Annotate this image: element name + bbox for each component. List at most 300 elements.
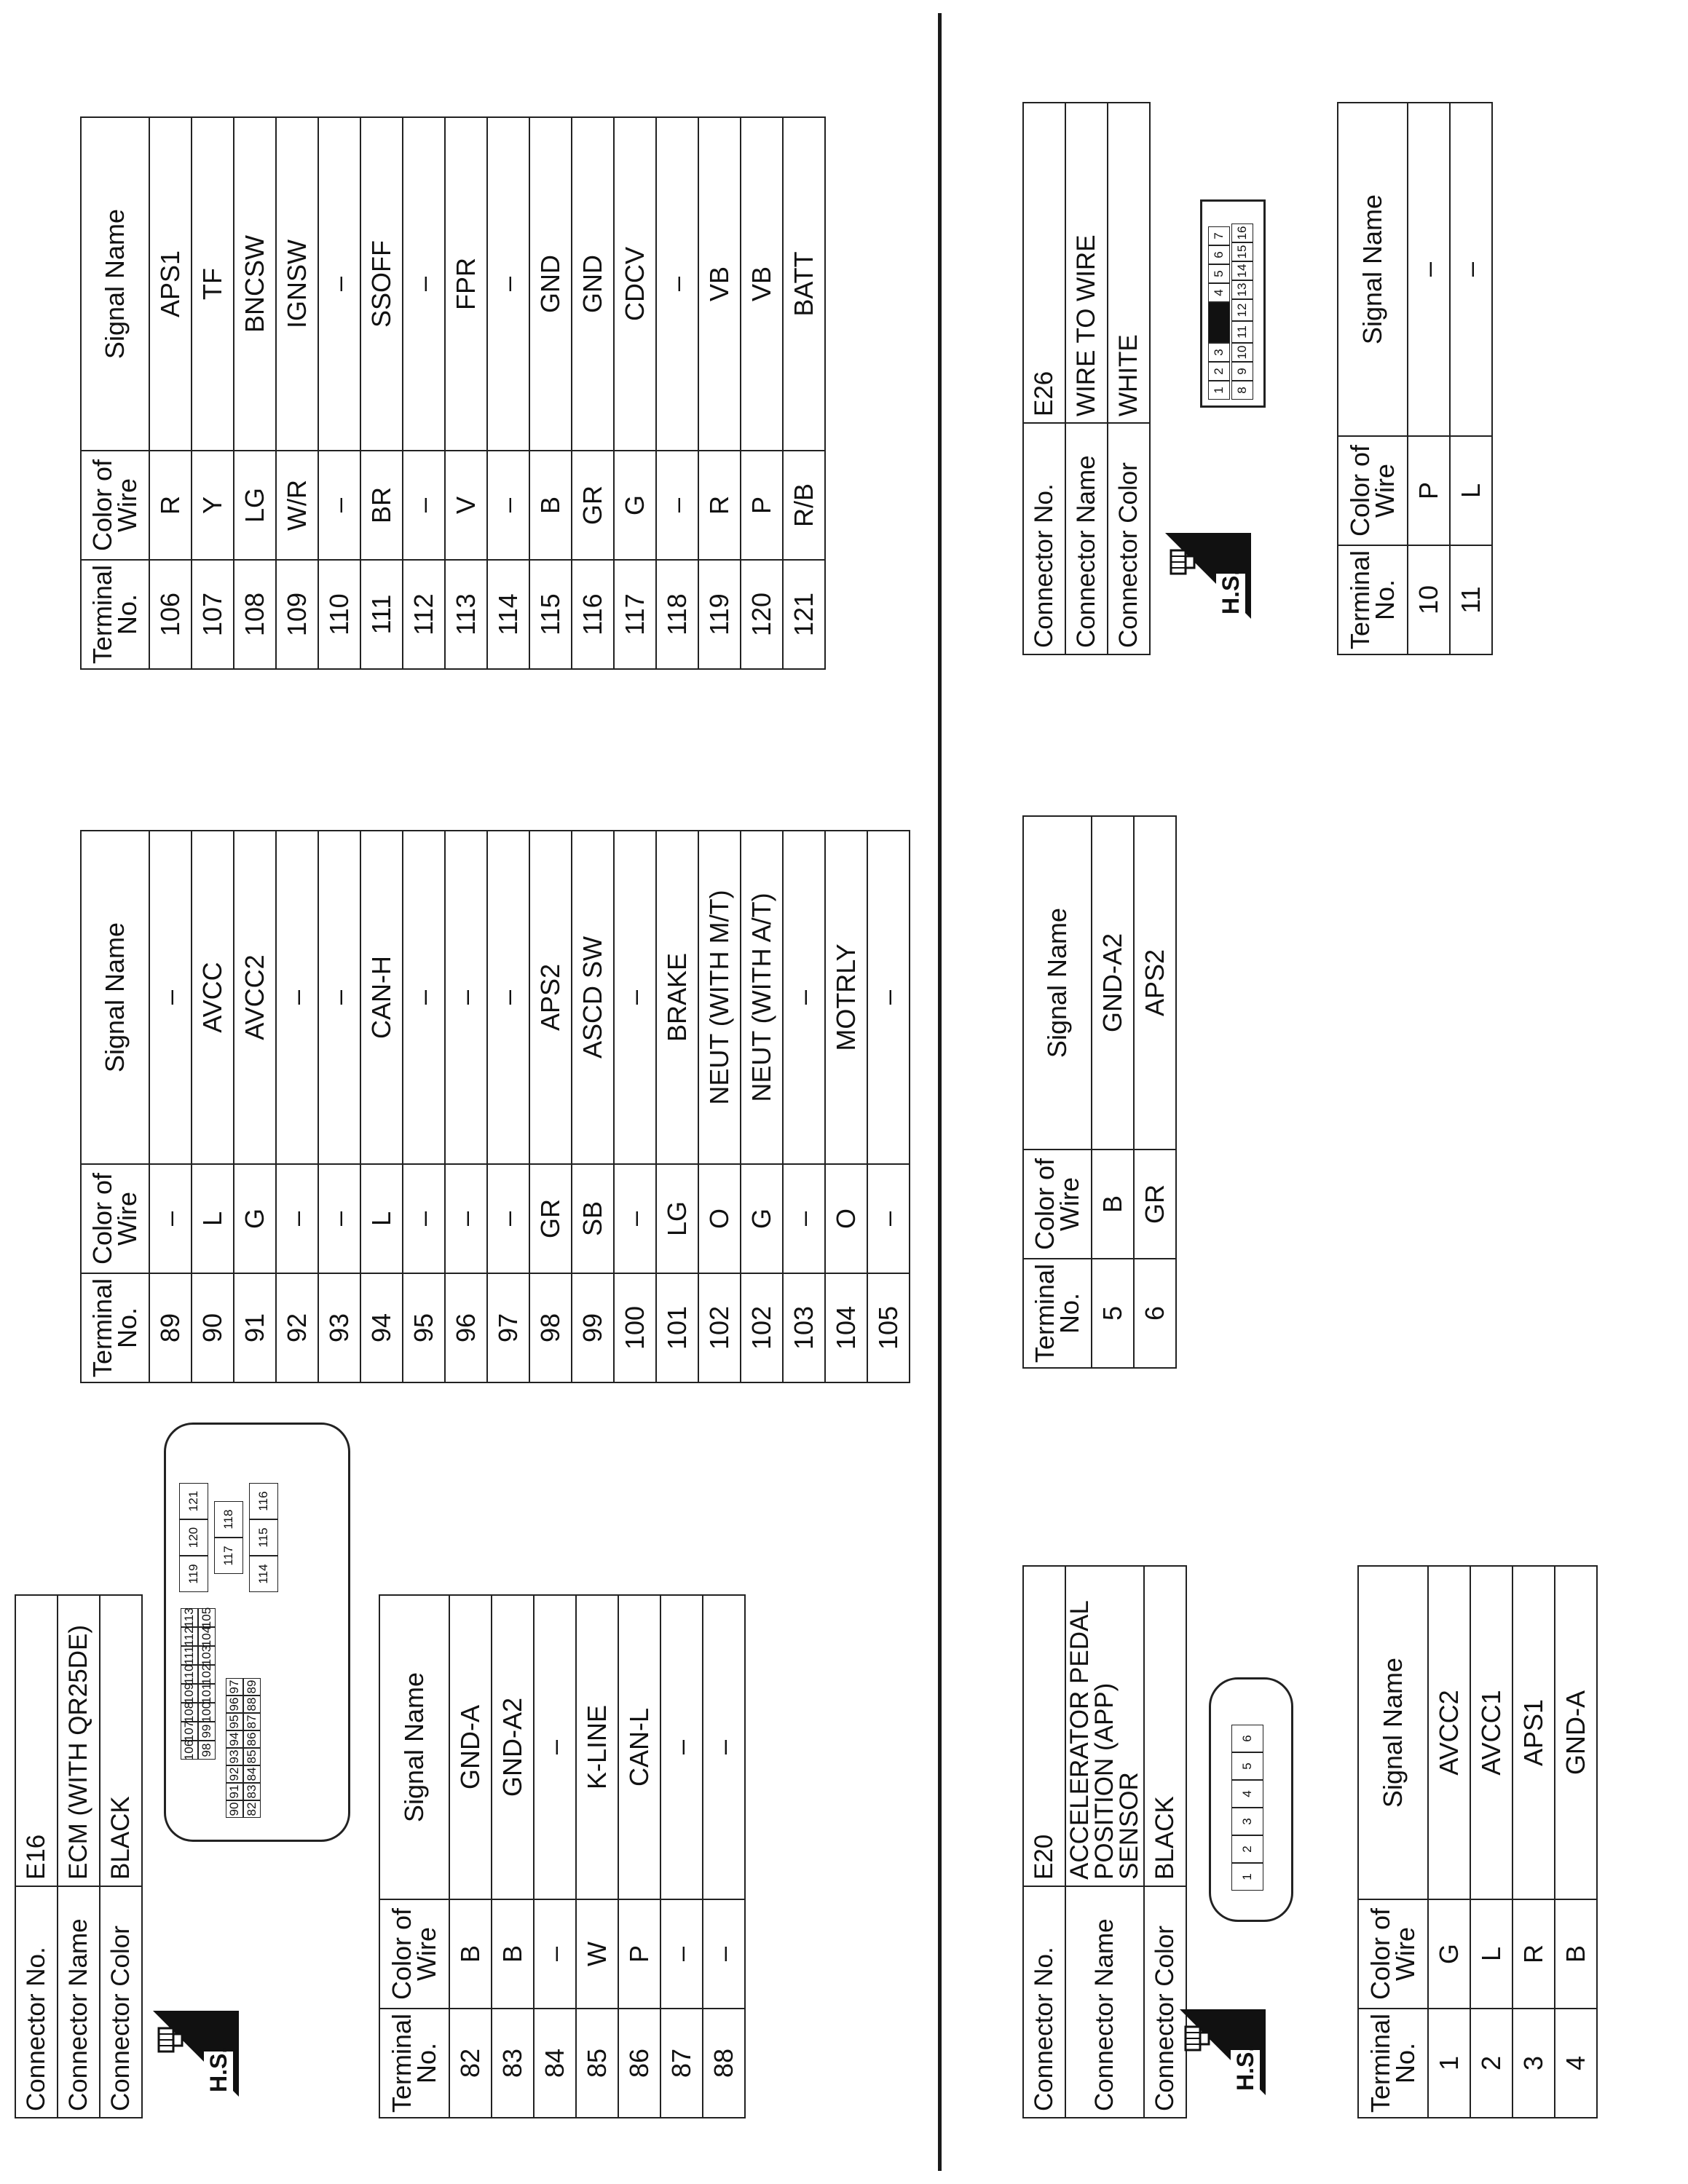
cell-terminal: 83 [492,2009,534,2118]
header-color: Color of Wire [81,1164,149,1273]
pin: 94 [226,1730,243,1748]
pin: 120 [179,1519,208,1556]
table-row [1428,1566,1470,2118]
cell-terminal: 117 [614,560,656,669]
cell-terminal: 114 [487,560,529,669]
cell-terminal: 1 [1428,2009,1470,2118]
e16-terminal-table-1 [379,1594,746,2118]
cell-color: W [576,1899,618,2009]
pin: 93 [226,1748,243,1765]
pin: 88 [243,1696,261,1713]
cell-terminal: 112 [403,560,445,669]
e20-terminal-table-1 [1357,1565,1598,2118]
table-row [149,831,192,1382]
cell-terminal: 116 [572,560,614,669]
cell-color: – [487,451,529,560]
cell-color: B [1092,1150,1134,1259]
hs-label: H.S. [1232,2045,1258,2091]
pin: 119 [179,1556,208,1592]
cell-signal: – [318,117,360,451]
cell-color: O [698,1164,741,1273]
hs-harness-side-icon [1180,2009,1266,2095]
cell-terminal: 3 [1513,2009,1555,2118]
header-terminal: Terminal No. [379,2009,449,2118]
e16-connector-info [15,1594,143,2118]
cell-color: L [360,1164,403,1273]
pin: 102 [198,1665,216,1684]
table-row [1134,816,1176,1368]
e16-pin-row-r1 [179,1483,208,1592]
cell-signal: SSOFF [360,117,403,451]
pin: 4 [1208,283,1230,302]
cell-terminal: 99 [572,1273,614,1382]
cell-signal: FPR [445,117,487,451]
header-signal: Signal Name [81,831,149,1164]
cell-signal: GND [529,117,572,451]
cell-terminal: 85 [576,2009,618,2118]
hs-harness-side-icon [1165,533,1251,619]
header-signal: Signal Name [1338,103,1408,436]
pin: 118 [214,1501,243,1538]
cell-terminal: 90 [192,1273,234,1382]
e20-connector-info [1022,1565,1187,2118]
cell-terminal: 87 [660,2009,703,2118]
e26-terminal-table [1337,102,1493,655]
cell-signal: MOTRLY [825,831,867,1164]
connector-name: ECM (WITH QR25DE) [58,1595,100,1886]
pin: 91 [226,1783,243,1800]
cell-terminal: 94 [360,1273,403,1382]
cell-terminal: 105 [867,1273,910,1382]
pin: 111 [181,1646,198,1665]
cell-color: R [149,451,192,560]
pin-blank [1208,302,1230,343]
cell-color: B [529,451,572,560]
cell-terminal: 120 [741,560,783,669]
cell-signal: – [1450,103,1492,436]
table-row [867,831,910,1382]
cell-color: – [656,451,698,560]
hs-harness-side-icon [153,2011,239,2097]
cell-signal: – [660,1595,703,1899]
connector-name: WIRE TO WIRE [1065,103,1108,423]
cell-color: – [318,1164,360,1273]
table-row [192,117,234,669]
table-row [492,1595,534,2118]
pin: 8 [1231,381,1253,400]
cell-color: – [660,1899,703,2009]
cell-signal: IGNSW [276,117,318,451]
pin: 12 [1231,299,1253,321]
table-row [487,117,529,669]
cell-signal: – [703,1595,745,1899]
cell-signal: NEUT (WITH M/T) [698,831,741,1164]
cell-terminal: 106 [149,560,192,669]
cell-signal: BRAKE [656,831,698,1164]
pin: 9 [1231,362,1253,381]
pin: 16 [1231,223,1253,242]
table-row [656,831,698,1382]
pin: 106 [181,1741,198,1760]
table-row [698,831,741,1382]
pin: 3 [1208,343,1230,362]
cell-color: SB [572,1164,614,1273]
connector-number: E26 [1023,103,1065,423]
pin: 87 [243,1713,261,1730]
cell-terminal: 102 [741,1273,783,1382]
cell-terminal: 5 [1092,1259,1134,1368]
cell-color: – [276,1164,318,1273]
cell-signal: ASCD SW [572,831,614,1164]
cell-color: W/R [276,451,318,560]
pin: 92 [226,1765,243,1783]
cell-color: LG [656,1164,698,1273]
cell-terminal: 84 [534,2009,576,2118]
info-label: Connector Name [58,1886,100,2118]
pin: 85 [243,1748,261,1765]
header-terminal: Terminal No. [1338,545,1408,654]
table-row [276,831,318,1382]
cell-signal: – [487,117,529,451]
header-color: Color of Wire [81,451,149,560]
cell-signal: BNCSW [234,117,276,451]
cell-color: L [1450,436,1492,545]
cell-terminal: 4 [1555,2009,1597,2118]
pin: 101 [198,1684,216,1703]
cell-signal: – [149,831,192,1164]
table-row [234,117,276,669]
e26-pin-row-top [1208,226,1230,400]
cell-signal: – [783,831,825,1164]
cell-terminal: 91 [234,1273,276,1382]
cell-signal: GND-A [1555,1566,1597,1899]
pin: 3 [1231,1808,1263,1835]
table-row [1408,103,1450,654]
table-row [741,117,783,669]
cell-color: – [867,1164,910,1273]
cell-terminal: 111 [360,560,403,669]
table-row [1555,1566,1597,2118]
table-row [614,117,656,669]
pin: 14 [1231,261,1253,280]
e16-pin-row-r2 [214,1501,243,1574]
cell-signal: – [403,117,445,451]
pin: 97 [226,1678,243,1696]
table-row [1092,816,1134,1368]
cell-terminal: 6 [1134,1259,1176,1368]
table-row [741,831,783,1382]
cell-terminal: 110 [318,560,360,669]
info-label: Connector No. [1023,423,1065,654]
pin: 105 [198,1608,216,1627]
pin: 112 [181,1627,198,1646]
cell-signal: – [1408,103,1450,436]
e16-pin-row-a [226,1678,243,1818]
table-row [403,831,445,1382]
cell-signal: TF [192,117,234,451]
header-signal: Signal Name [81,117,149,451]
table-row [276,117,318,669]
info-label: Connector Name [1065,1886,1144,2118]
pin: 103 [198,1646,216,1665]
pin: 109 [181,1684,198,1703]
section-divider [938,13,942,2171]
cell-color: O [825,1164,867,1273]
cell-signal: AVCC2 [234,831,276,1164]
header-color: Color of Wire [1023,1150,1092,1259]
table-row [192,831,234,1382]
pin: 5 [1231,1752,1263,1780]
header-color: Color of Wire [1338,436,1408,545]
header-signal: Signal Name [1358,1566,1428,1899]
cell-signal: NEUT (WITH A/T) [741,831,783,1164]
header-signal: Signal Name [1023,816,1092,1150]
cell-signal: GND [572,117,614,451]
pin: 83 [243,1783,261,1800]
cell-signal: – [867,831,910,1164]
e20-terminal-table-2 [1022,815,1177,1369]
cell-color: – [318,451,360,560]
pin: 100 [198,1703,216,1722]
cell-terminal: 86 [618,2009,660,2118]
cell-color: B [1555,1899,1597,2009]
cell-color: – [534,1899,576,2009]
cell-terminal: 118 [656,560,698,669]
cell-color: GR [572,451,614,560]
cell-signal: AVCC1 [1470,1566,1513,1899]
pin: 2 [1231,1835,1263,1863]
e16-connector-face [164,1423,350,1842]
cell-terminal: 97 [487,1273,529,1382]
cell-color: LG [234,451,276,560]
pin: 90 [226,1800,243,1818]
cell-color: Y [192,451,234,560]
info-label: Connector Color [1108,423,1150,654]
table-row [534,1595,576,2118]
cell-color: G [234,1164,276,1273]
cell-signal: APS1 [1513,1566,1555,1899]
table-row [529,117,572,669]
pin: 1 [1231,1863,1263,1891]
cell-signal: – [445,831,487,1164]
cell-terminal: 115 [529,560,572,669]
pin: 98 [198,1741,216,1760]
cell-terminal: 107 [192,560,234,669]
cell-color: R [698,451,741,560]
table-row [614,831,656,1382]
e16-pin-row-r3 [249,1483,278,1592]
header-terminal: Terminal No. [1358,2009,1428,2118]
pin: 117 [214,1538,243,1574]
header-terminal: Terminal No. [1023,1259,1092,1368]
e16-terminal-table-2 [80,830,910,1383]
table-row [618,1595,660,2118]
cell-signal: – [614,831,656,1164]
cell-signal: BATT [783,117,825,451]
e20-connector-face [1209,1677,1293,1922]
table-row [529,831,572,1382]
cell-terminal: 121 [783,560,825,669]
header-color: Color of Wire [1358,1899,1428,2009]
pin: 110 [181,1665,198,1684]
info-label: Connector Color [1144,1886,1186,2118]
pin: 108 [181,1703,198,1722]
cell-terminal: 108 [234,560,276,669]
cell-signal: VB [698,117,741,451]
pin: 82 [243,1800,261,1818]
e26-pin-row-bottom [1231,223,1253,400]
cell-terminal: 89 [149,1273,192,1382]
header-terminal: Terminal No. [81,1273,149,1382]
pin: 116 [249,1483,278,1519]
pin: 104 [198,1627,216,1646]
cell-terminal: 119 [698,560,741,669]
pin: 15 [1231,242,1253,261]
e16-terminal-table-3 [80,116,826,670]
pin: 1 [1208,381,1230,400]
pin: 7 [1208,226,1230,245]
cell-color: G [1428,1899,1470,2009]
pin: 113 [181,1608,198,1627]
cell-terminal: 109 [276,560,318,669]
cell-signal: – [487,831,529,1164]
pin: 6 [1231,1725,1263,1752]
connector-color: BLACK [100,1595,142,1886]
cell-color: – [783,1164,825,1273]
connector-color: WHITE [1108,103,1150,423]
pin: 121 [179,1483,208,1519]
cell-color: P [741,451,783,560]
table-row [487,831,529,1382]
table-row [1513,1566,1555,2118]
cell-terminal: 96 [445,1273,487,1382]
table-row [1470,1566,1513,2118]
cell-signal: CAN-H [360,831,403,1164]
cell-signal: APS1 [149,117,192,451]
pin: 99 [198,1722,216,1741]
pin: 114 [249,1556,278,1592]
table-row [403,117,445,669]
cell-signal: CAN-L [618,1595,660,1899]
cell-signal: APS2 [529,831,572,1164]
table-row [825,831,867,1382]
cell-color: GR [1134,1150,1176,1259]
table-row [234,831,276,1382]
pin: 89 [243,1678,261,1696]
e16-pin-row-b [243,1678,261,1818]
cell-color: – [703,1899,745,2009]
cell-color: P [618,1899,660,2009]
cell-color: R/B [783,451,825,560]
table-row [360,117,403,669]
cell-terminal: 101 [656,1273,698,1382]
cell-terminal: 95 [403,1273,445,1382]
cell-terminal: 2 [1470,2009,1513,2118]
cell-terminal: 92 [276,1273,318,1382]
table-row [1450,103,1492,654]
pin: 115 [249,1519,278,1556]
header-color: Color of Wire [379,1899,449,2009]
table-row [698,117,741,669]
connector-color: BLACK [1144,1566,1186,1886]
header-terminal: Terminal No. [81,560,149,669]
e26-connector-info [1022,102,1151,655]
cell-terminal: 10 [1408,545,1450,654]
cell-color: GR [529,1164,572,1273]
cell-terminal: 103 [783,1273,825,1382]
cell-color: P [1408,436,1450,545]
pin: 6 [1208,245,1230,264]
cell-color: L [192,1164,234,1273]
pin: 107 [181,1722,198,1741]
cell-color: – [487,1164,529,1273]
pin: 96 [226,1696,243,1713]
table-row [660,1595,703,2118]
info-label: Connector Color [100,1886,142,2118]
table-row [572,117,614,669]
table-row [318,117,360,669]
info-label: Connector Name [1065,423,1108,654]
cell-signal: – [656,117,698,451]
cell-color: B [492,1899,534,2009]
cell-terminal: 100 [614,1273,656,1382]
cell-terminal: 113 [445,560,487,669]
cell-terminal: 88 [703,2009,745,2118]
table-row [783,831,825,1382]
pin: 4 [1231,1780,1263,1808]
table-row [360,831,403,1382]
cell-color: G [741,1164,783,1273]
cell-color: BR [360,451,403,560]
cell-color: – [445,1164,487,1273]
cell-signal: AVCC2 [1428,1566,1470,1899]
table-row [445,831,487,1382]
cell-signal: CDCV [614,117,656,451]
cell-signal: AVCC [192,831,234,1164]
connector-number: E20 [1023,1566,1065,1886]
cell-color: – [403,1164,445,1273]
cell-color: L [1470,1899,1513,2009]
cell-color: – [614,1164,656,1273]
pin: 5 [1208,264,1230,283]
cell-terminal: 104 [825,1273,867,1382]
pin: 10 [1231,343,1253,362]
cell-terminal: 82 [449,2009,492,2118]
pin: 11 [1231,321,1253,343]
cell-signal: – [318,831,360,1164]
cell-color: B [449,1899,492,2009]
connector-name: ACCELERATOR PEDAL POSITION (APP) SENSOR [1065,1566,1144,1886]
cell-terminal: 11 [1450,545,1492,654]
e20-pin-row [1231,1725,1263,1891]
e16-pin-row-top [181,1608,198,1760]
cell-color: V [445,451,487,560]
table-row [449,1595,492,2118]
pin: 86 [243,1730,261,1748]
cell-color: R [1513,1899,1555,2009]
e26-connector-face [1200,199,1266,408]
table-row [149,117,192,669]
cell-signal: – [276,831,318,1164]
cell-color: G [614,451,656,560]
info-label: Connector No. [1023,1886,1065,2118]
cell-signal: – [534,1595,576,1899]
pin: 84 [243,1765,261,1783]
pin: 95 [226,1713,243,1730]
table-row [703,1595,745,2118]
hs-label: H.S. [1218,569,1244,614]
cell-color: – [149,1164,192,1273]
